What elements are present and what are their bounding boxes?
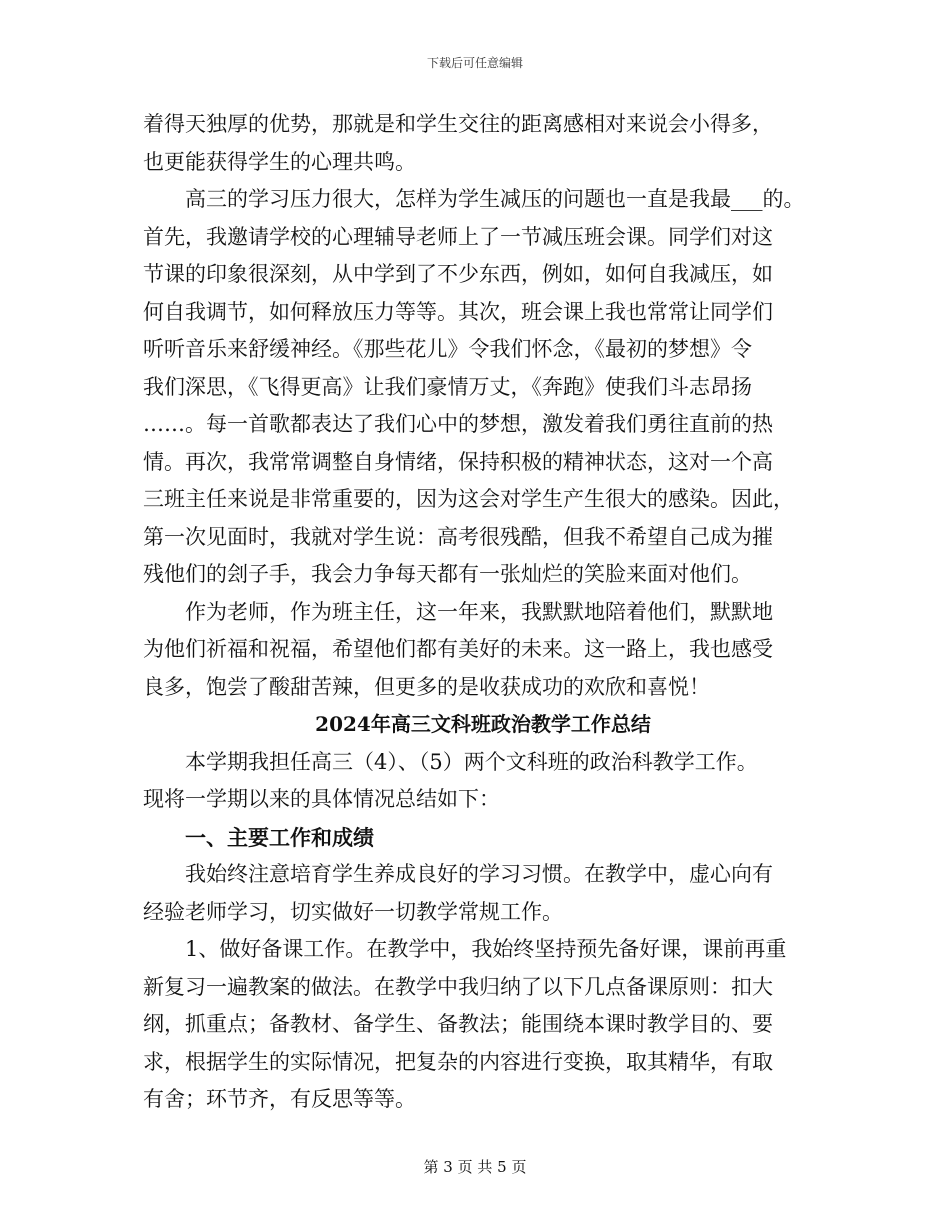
body-line: 纲，抓重点；备教材、备学生、备教法；能围绕本课时教学目的、要 <box>143 1012 773 1036</box>
body-line: 情。再次，我常常调整自身情绪，保持积极的精神状态，这对一个高 <box>143 449 773 474</box>
document-body <box>143 106 823 1119</box>
body-line: 现将一学期以来的具体情况总结如下： <box>143 787 500 811</box>
body-line: 节课的印象很深刻，从中学到了不少东西，例如，如何自我减压，如 <box>143 262 773 286</box>
body-line: 三班主任来说是非常重要的，因为这会对学生产生很大的感染。因此， <box>143 487 794 511</box>
body-line: ……。每一首歌都表达了我们心中的梦想，激发着我们勇往直前的热 <box>143 412 773 436</box>
body-line: 本学期我担任高三（4）、（5）两个文科班的政治科教学工作。 <box>185 749 758 774</box>
body-line: 1、做好备课工作。在教学中，我始终坚持预先备好课，课前再重 <box>185 937 787 961</box>
section-heading: 一、主要工作和成绩 <box>185 824 374 850</box>
header-note: 下载后可任意编辑 <box>426 56 523 70</box>
body-line: 我始终注意培育学生养成良好的学习习惯。在教学中，虚心向有 <box>185 862 773 886</box>
body-line: 有舍；环节齐，有反思等等。 <box>143 1087 416 1111</box>
body-line: 求，根据学生的实际情况，把复杂的内容进行变换，取其精华，有取 <box>143 1049 773 1074</box>
body-line: 为他们祈福和祝福，希望他们都有美好的未来。这一路上，我也感受 <box>143 637 773 661</box>
body-line: 经验老师学习，切实做好一切教学常规工作。 <box>143 899 563 924</box>
body-line: 着得天独厚的优势，那就是和学生交往的距离感相对来说会小得多， <box>143 112 773 136</box>
body-line: 新复习一遍教案的做法。在教学中我归纳了以下几点备课原则：扣大 <box>143 974 773 999</box>
body-line: 何自我调节，如何释放压力等等。其次，班会课上我也常常让同学们 <box>143 299 773 324</box>
body-line: 听听音乐来舒缓神经。《那些花儿》令我们怀念，《最初的梦想》令 <box>143 337 752 361</box>
body-line: 作为老师，作为班主任，这一年来，我默默地陪着他们，默默地 <box>185 599 773 624</box>
body-line: 高三的学习压力很大，怎样为学生减压的问题也一直是我最___的。 <box>185 187 805 211</box>
body-line: 也更能获得学生的心理共鸣。 <box>143 149 416 174</box>
body-line: 我们深思，《飞得更高》让我们豪情万丈，《奔跑》使我们斗志昂扬 <box>143 374 752 399</box>
body-line: 良多，饱尝了酸甜苦辣，但更多的是收获成功的欢欣和喜悦！ <box>143 674 710 699</box>
body-line: 首先，我邀请学校的心理辅导老师上了一节减压班会课。同学们对这 <box>143 224 773 249</box>
section-title: 2024年高三文科班政治教学工作总结 <box>315 712 651 736</box>
body-line: 残他们的刽子手，我会力争每天都有一张灿烂的笑脸来面对他们。 <box>143 562 752 586</box>
page-number: 第 3 页 共 5 页 <box>423 1158 527 1176</box>
body-line: 第一次见面时，我就对学生说：高考很残酷，但我不希望自己成为摧 <box>143 524 773 549</box>
